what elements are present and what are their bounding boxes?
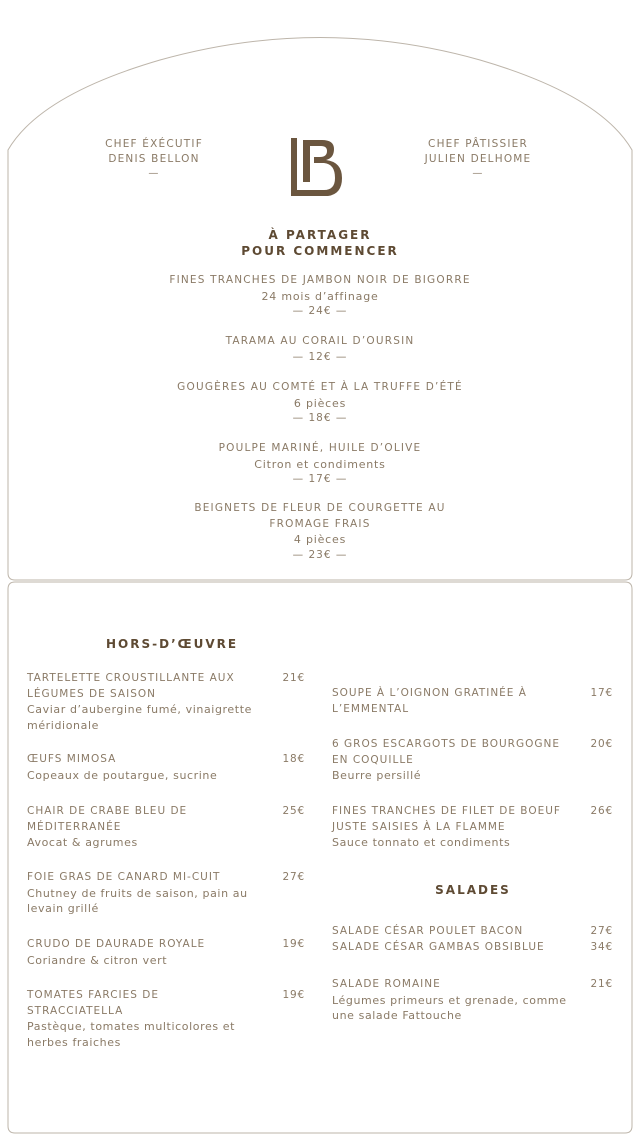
item-desc: Citron et condiments (254, 457, 386, 471)
share-item (120, 273, 520, 320)
item-desc: Légumes primeurs et grenade, comme une salade Fattouche (332, 993, 567, 1022)
chef-left-dash: — (148, 168, 160, 179)
bottom-panel-outline (8, 582, 632, 1133)
menu-item (332, 977, 613, 1024)
item-desc: Caviar d’aubergine fumé, vinaigrette méridionale (27, 703, 252, 732)
item-name: BEIGNETS DE FLEUR DE COURGETTE AU FROMAGE FRAIS (194, 502, 446, 530)
item-name: SALADE ROMAINE (332, 978, 441, 990)
item-price: 26€ (590, 805, 613, 817)
item-name: CRUDO DE DAURADE ROYALE (27, 938, 206, 950)
chef-left-title: CHEF ÉXÉCUTIF (105, 138, 203, 150)
share-item (180, 501, 460, 563)
item-name: TOMATES FARCIES DE STRACCIATELLA (27, 989, 159, 1017)
chef-right-dash: — (472, 168, 484, 179)
item-name: SALADE CÉSAR GAMBAS OBSIBLUE (332, 941, 545, 953)
item-desc: Coriandre & citron vert (27, 953, 168, 967)
item-price: 25€ (282, 805, 305, 817)
salades-title: SALADES (435, 883, 511, 897)
item-price: 19€ (282, 989, 305, 1001)
item-desc: 24 mois d’affinage (261, 289, 379, 303)
item-name: FINES TRANCHES DE JAMBON NOIR DE BIGORRE (169, 274, 471, 286)
item-name: ŒUFS MIMOSA (27, 753, 117, 765)
chef-executif-block (54, 137, 254, 180)
item-price: 18€ (282, 753, 305, 765)
item-desc: Copeaux de poutargue, sucrine (27, 768, 218, 782)
item-price: 21€ (282, 672, 305, 684)
menu-item (27, 752, 305, 783)
item-name: 6 GROS ESCARGOTS DE BOURGOGNE EN COQUILLE (332, 738, 560, 766)
restaurant-logo (286, 136, 346, 200)
item-price: 27€ (282, 871, 305, 883)
share-item (120, 334, 520, 365)
item-price: — 12€ — (292, 350, 348, 363)
item-name: FOIE GRAS DE CANARD MI-CUIT (27, 871, 221, 883)
item-name: POULPE MARINÉ, HUILE D’OLIVE (218, 442, 422, 454)
menu-item (27, 988, 305, 1050)
item-price: — 23€ — (292, 548, 348, 561)
item-price: 19€ (282, 938, 305, 950)
item-price: — 18€ — (292, 412, 348, 424)
item-desc: 6 pièces (293, 396, 347, 410)
item-price: 17€ (590, 687, 613, 699)
item-price: — 24€ — (292, 305, 348, 317)
share-title-line2: POUR COMMENCER (241, 244, 399, 258)
item-price: 20€ (590, 738, 613, 750)
menu-item (27, 870, 305, 917)
item-name: TARAMA AU CORAIL D’OURSIN (225, 335, 415, 347)
item-name: CHAIR DE CRABE BLEU DE MÉDITERRANÉE (27, 805, 188, 833)
item-desc: Pastèque, tomates multicolores et herbes fraiches (27, 1020, 236, 1049)
menu-item (332, 737, 613, 784)
chef-right-name: JULIEN DELHOME (424, 153, 532, 165)
menu-item (332, 924, 613, 940)
item-name: FINES TRANCHES DE FILET DE BOEUF JUSTE SAISIES À LA FLAMME (332, 805, 561, 833)
chef-left-name: DENIS BELLON (108, 153, 200, 165)
item-price: 27€ (590, 925, 613, 937)
menu-item (27, 804, 305, 851)
item-desc: Beurre persillé (332, 769, 422, 782)
item-name: SOUPE À L’OIGNON GRATINÉE À L’EMMENTAL (332, 687, 527, 715)
menu-item (27, 671, 305, 733)
item-desc: Sauce tonnato et condiments (332, 836, 511, 849)
item-price: 34€ (590, 941, 613, 953)
menu-item (27, 937, 305, 968)
menu-item (332, 804, 613, 851)
item-desc: 4 pièces (293, 533, 347, 546)
item-price: — 17€ — (292, 473, 348, 485)
menu-item (332, 686, 613, 717)
share-title-line1: À PARTAGER (268, 228, 372, 242)
item-name: TARTELETTE CROUSTILLANTE AUX LÉGUMES DE SAISON (27, 672, 235, 700)
item-name: SALADE CÉSAR POULET BACON (332, 925, 524, 937)
menu-item (332, 940, 613, 956)
item-desc: Chutney de fruits de saison, pain au levain grillé (27, 886, 248, 915)
share-item (120, 380, 520, 427)
chef-right-title: CHEF PÂTISSIER (428, 138, 528, 150)
item-name: GOUGÈRES AU COMTÉ ET À LA TRUFFE D’ÉTÉ (177, 381, 463, 393)
chef-patissier-block (378, 137, 578, 180)
item-price: 21€ (590, 978, 613, 990)
hors-doeuvre-title: HORS-D’ŒUVRE (106, 637, 239, 651)
share-item (120, 441, 520, 488)
item-desc: Avocat & agrumes (27, 836, 138, 849)
